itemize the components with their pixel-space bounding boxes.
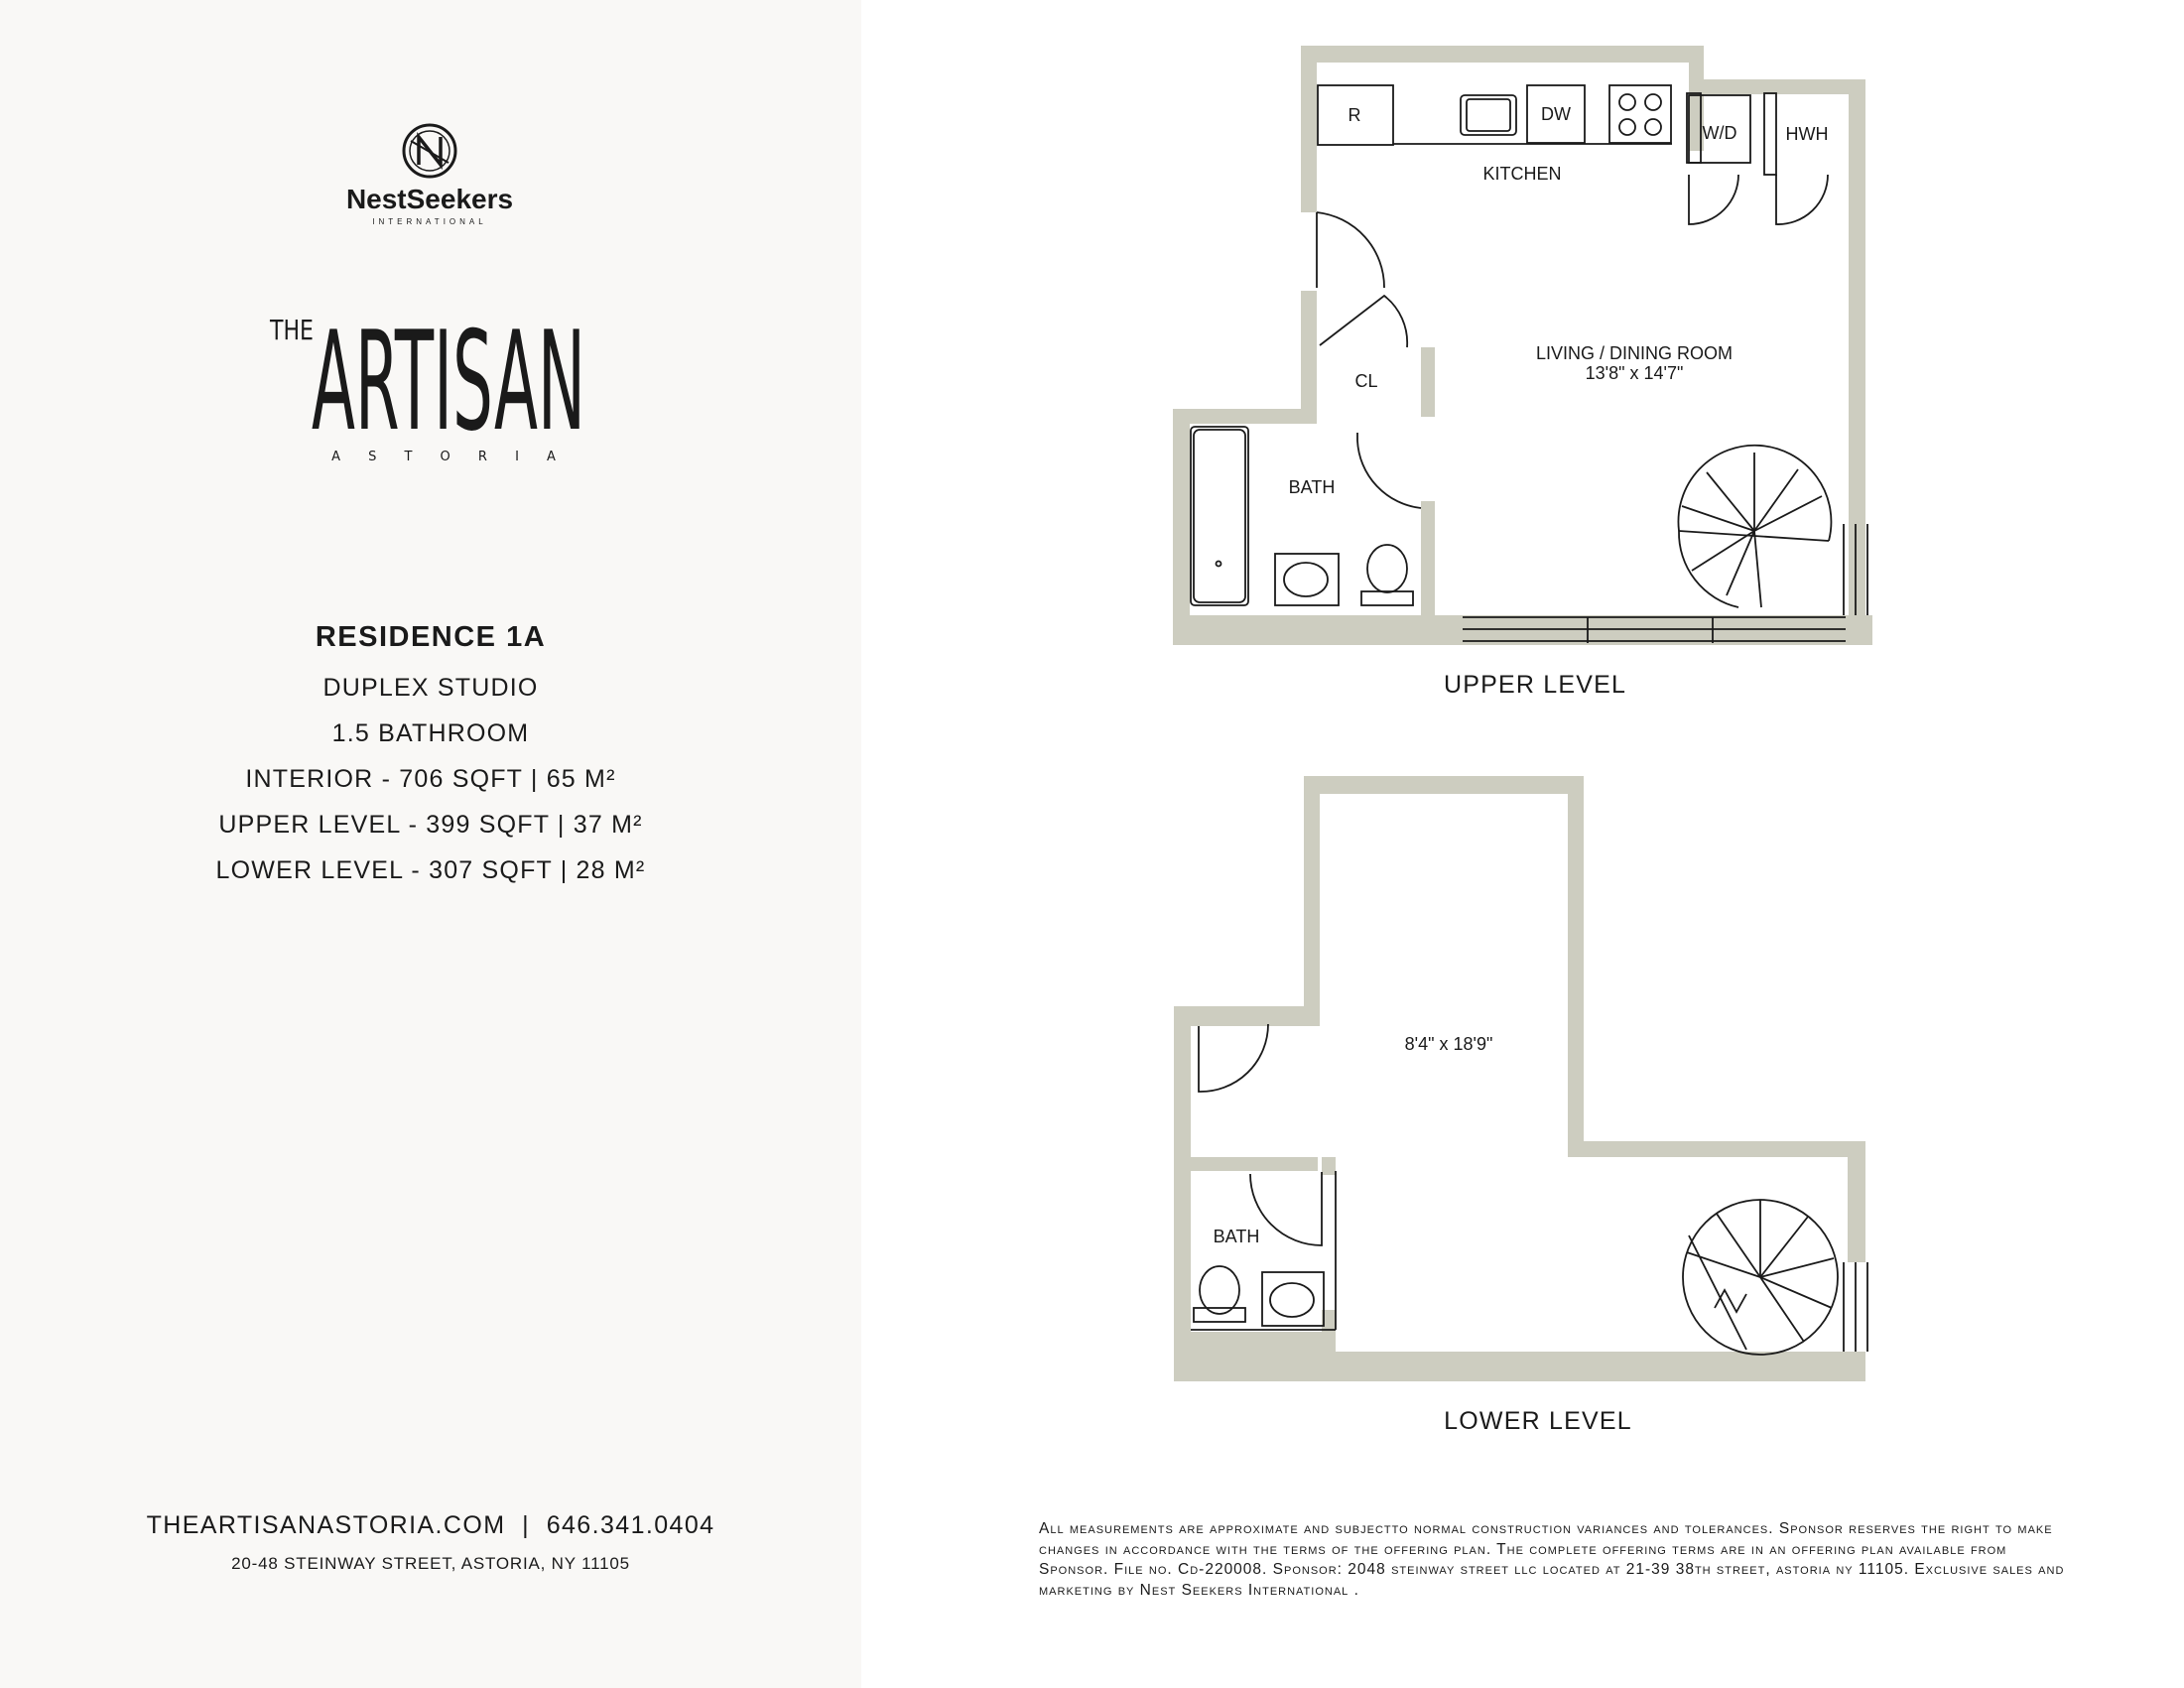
logo-wordmark: NestSeekers — [345, 184, 514, 214]
spec-bathrooms: 1.5 BATHROOM — [331, 719, 530, 747]
logo-the: THE — [269, 314, 314, 346]
spec-lower: LOWER LEVEL - 307 SQFT | 28 M² — [215, 856, 646, 884]
spec-type: DUPLEX STUDIO — [322, 674, 539, 702]
label-upper-bath: BATH — [1288, 477, 1336, 497]
label-lower-bath: BATH — [1213, 1227, 1260, 1246]
label-lower-dimensions: 8'4" x 18'9" — [1404, 1034, 1493, 1054]
logo-artisan: ARTISAN — [312, 302, 585, 461]
lower-spiral-stair — [1683, 1200, 1838, 1355]
closet-door — [1320, 296, 1407, 347]
residence-title: RESIDENCE 1A — [315, 621, 547, 653]
legal-disclaimer: All measurements are approximate and subjectto normal construction variances and tolerances. Sponsor reserves the right to make changes in accordance with the terms of the offering plan. The complete offering terms are in an offering plan available from Sponsor. File no. Cd-220008. Sponsor: 2048 steinway street llc located at 21-39 38th street, astoria ny 11105. Exclusive sales and marketing by Nest Seekers International . — [1039, 1520, 2065, 1599]
bathtub — [1191, 427, 1248, 605]
lower-windows — [1844, 1262, 1867, 1352]
wd-door — [1689, 175, 1738, 224]
kitchen-sink — [1461, 95, 1516, 135]
lower-entry-door — [1199, 1024, 1268, 1092]
upper-level-title: UPPER LEVEL — [1443, 671, 1627, 699]
label-living-dimensions: 13'8" x 14'7" — [1585, 363, 1684, 383]
upper-walls — [1173, 46, 1872, 645]
label-washer-dryer: W/D — [1702, 123, 1737, 143]
logo-astoria: A S T O R I A — [331, 450, 568, 464]
upper-level-plan — [1173, 46, 1872, 645]
lower-walls — [1174, 776, 1865, 1381]
spec-interior: INTERIOR - 706 SQFT | 65 M² — [245, 765, 616, 793]
logo-subtitle: INTERNATIONAL — [372, 217, 487, 226]
lower-toilet — [1200, 1266, 1239, 1314]
entry-door — [1317, 212, 1384, 288]
address: 20-48 STEINWAY STREET, ASTORIA, NY 11105 — [231, 1554, 630, 1573]
lower-level-title: LOWER LEVEL — [1444, 1407, 1632, 1435]
hwh-door — [1776, 175, 1828, 224]
label-hwh: HWH — [1785, 124, 1829, 144]
bath-door — [1357, 433, 1421, 508]
toilet — [1367, 545, 1407, 592]
spec-upper: UPPER LEVEL - 399 SQFT | 37 M² — [218, 811, 643, 839]
label-kitchen: KITCHEN — [1482, 164, 1562, 184]
label-living-dining: LIVING / DINING ROOM — [1535, 343, 1734, 363]
website-phone: THEARTISANASTORIA.COM | 646.341.0404 — [146, 1511, 715, 1539]
lower-bath-door — [1250, 1172, 1322, 1245]
lower-level-plan — [1174, 776, 1867, 1381]
upper-spiral-stair — [1678, 446, 1831, 607]
label-refrigerator: R — [1348, 105, 1361, 125]
label-dishwasher: DW — [1541, 104, 1571, 124]
label-closet: CL — [1354, 371, 1378, 391]
stove — [1609, 85, 1671, 143]
